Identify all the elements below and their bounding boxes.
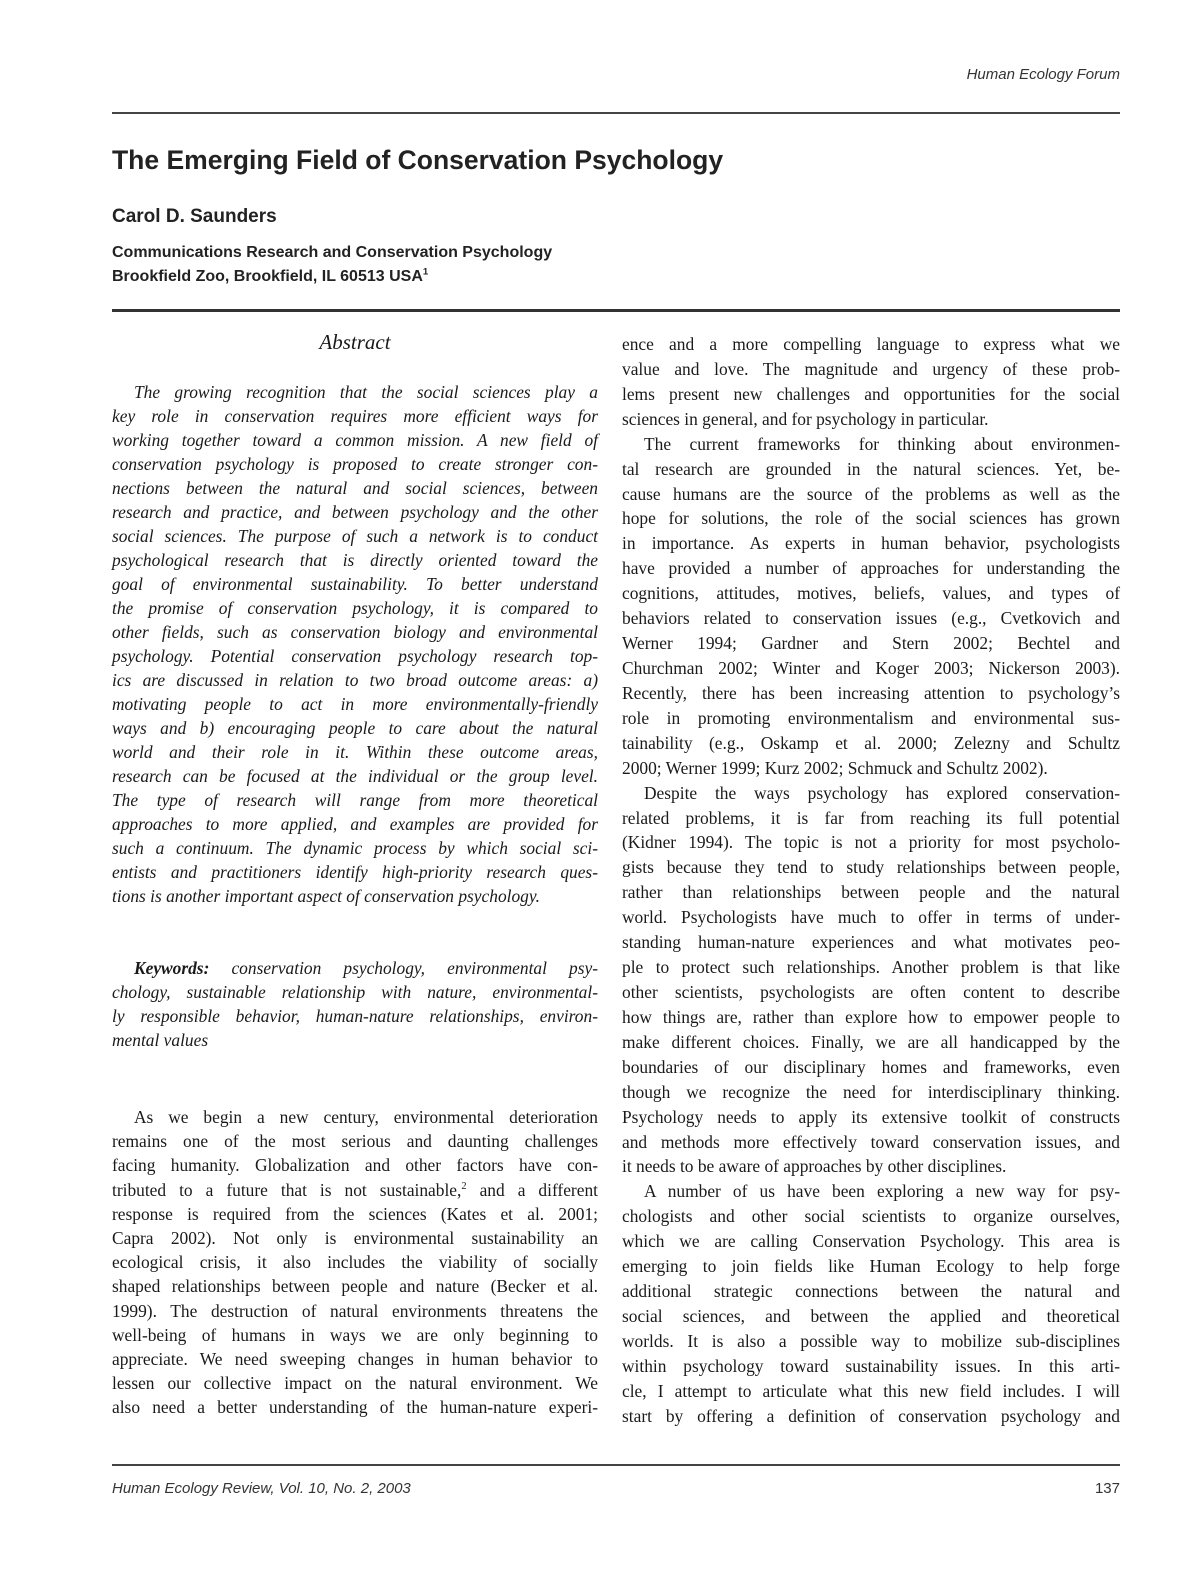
abstract-heading: Abstract	[319, 330, 391, 354]
affiliation-address	[112, 268, 428, 286]
text-line: the promise of conservation psychology, it is compared to	[112, 598, 598, 618]
text-line: facing humanity. Globalization and other factors have con-	[112, 1155, 598, 1176]
text-line: chology, sustainable relationship with nature, environmental-	[112, 982, 598, 1002]
article-title: The Emerging Field of Conservation Psychology	[112, 145, 724, 175]
paragraph	[112, 380, 598, 908]
text-line: Capra 2002). Not only is environmental sustainability an	[112, 1227, 598, 1248]
footer-journal-citation: Human Ecology Review, Vol. 10, No. 2, 2003	[112, 1480, 411, 1497]
text-line: cognitions, attitudes, motives, beliefs, values, and types of	[622, 583, 1120, 604]
text-line: ple to protect such relationships. Another problem is that like	[622, 957, 1120, 978]
running-head: Human Ecology Forum	[966, 66, 1120, 83]
text-line: it needs to be aware of approaches by other disciplines.	[622, 1156, 1007, 1177]
text-line: approaches to more applied, and examples are provided for	[112, 814, 598, 834]
text-line: behaviors related to conservation issues (e.g., Cvetkovich and	[622, 608, 1120, 629]
text-line: lems present new challenges and opportunities for the social	[622, 383, 1120, 404]
text-line: ecological crisis, it also includes the viability of socially	[112, 1252, 598, 1273]
text-line: tal research are grounded in the natural sciences. Yet, be-	[622, 458, 1120, 479]
text-line: additional strategic connections between the natural and	[622, 1281, 1120, 1302]
text-line: 2000; Werner 1999; Kurz 2002; Schmuck and Schultz 2002).	[622, 757, 1048, 778]
text-line: how things are, rather than explore how to empower people to	[622, 1006, 1120, 1027]
text-line: hope for solutions, the role of the social sciences has grown	[622, 508, 1120, 529]
text-line: other fields, such as conservation biology and environmental	[112, 622, 598, 642]
text-line: goal of environmental sustainability. To better understand	[112, 574, 598, 594]
text-line: boundaries of our disciplinary homes and frameworks, even	[622, 1056, 1120, 1077]
text-line: gists because they tend to study relationships between people,	[622, 857, 1120, 878]
paragraph	[112, 1105, 598, 1419]
text-line: ence and a more compelling language to express what we	[622, 334, 1120, 354]
paragraph	[622, 332, 1120, 432]
text-line: start by offering a definition of conservation psychology and	[622, 1405, 1120, 1426]
text-line: The type of research will range from more theoretical	[112, 790, 598, 810]
text-line: working together toward a common mission. A new field of	[112, 430, 598, 450]
text-line: cle, I attempt to articulate what this new field includes. I will	[622, 1380, 1120, 1401]
text-line: Recently, there has been increasing attention to psychology’s	[622, 682, 1120, 703]
text-line: social sciences, and between the applied and theoretical	[622, 1305, 1120, 1326]
text-line: world. Psychologists have much to offer in terms of under-	[622, 907, 1120, 928]
text-line: emerging to join fields like Human Ecology to help forge	[622, 1256, 1120, 1277]
footnote-mark: 1	[422, 266, 429, 278]
text-line: ways and b) encouraging people to care about the natural	[112, 718, 598, 738]
title-block-rule	[112, 309, 1120, 312]
text-line: 1999). The destruction of natural environments threatens the	[112, 1300, 598, 1321]
text-segment: tributed to a future that is not sustainable,	[112, 1179, 462, 1200]
text-line: remains one of the most serious and daunting challenges	[112, 1131, 598, 1152]
text-line: standing human-nature experiences and what motivates peo-	[622, 932, 1120, 953]
text-line: in importance. As experts in human behavior, psychologists	[622, 533, 1120, 554]
text-line: shaped relationships between people and nature (Becker et al.	[112, 1276, 598, 1297]
text-line: A number of us have been exploring a new way for psy-	[644, 1181, 1120, 1202]
text-line: ics are discussed in relation to two broad outcome areas: a)	[112, 670, 598, 690]
text-line: cause humans are the source of the problems as well as the	[622, 483, 1120, 504]
footnote-mark: 2	[461, 1180, 467, 1192]
text-line: related problems, it is far from reaching its full potential	[622, 807, 1120, 828]
text-line: Psychology needs to apply its extensive toolkit of constructs	[622, 1106, 1120, 1127]
text-line: The growing recognition that the social sciences play a	[134, 382, 598, 402]
paragraph	[622, 432, 1120, 781]
text-line: tions is another important aspect of conservation psychology.	[112, 886, 540, 906]
text-line: key role in conservation requires more efficient ways for	[112, 406, 598, 426]
text-line: which we are calling Conservation Psychology. This area is	[622, 1231, 1120, 1252]
text-line: also need a better understanding of the human-nature experi-	[112, 1397, 598, 1418]
page-number: 137	[1094, 1480, 1120, 1497]
footer-rule	[112, 1464, 1120, 1466]
body-column-left	[112, 1105, 598, 1419]
body-column-right	[622, 332, 1120, 1429]
text-line: As we begin a new century, environmental deterioration	[134, 1107, 598, 1127]
text-line: conservation psychology is proposed to create stronger con-	[112, 454, 598, 474]
keywords	[112, 956, 598, 1052]
text-line: have provided a number of approaches for understanding the	[622, 558, 1120, 579]
text-line: though we recognize the need for interdisciplinary thinking.	[622, 1081, 1120, 1102]
text-line: ly responsible behavior, human-nature relationships, environ-	[112, 1006, 598, 1026]
text-line: within psychology toward sustainability issues. In this arti-	[622, 1355, 1120, 1376]
affiliation-department: Communications Research and Conservation Psychology	[112, 244, 553, 261]
header-rule	[112, 112, 1120, 114]
text-line: Despite the ways psychology has explored conservation-	[644, 782, 1120, 803]
text-line: role in promoting environmentalism and environmental sus-	[622, 707, 1120, 728]
text-line: other scientists, psychologists are often content to describe	[622, 981, 1120, 1002]
affiliation-address-text: Brookfield Zoo, Brookfield, IL 60513 USA	[112, 268, 423, 285]
text-line: Werner 1994; Gardner and Stern 2002; Bechtel and	[622, 633, 1120, 654]
text-line: world and their role in it. Within these outcome areas,	[112, 742, 598, 762]
text-line: entists and practitioners identify high-priority research ques-	[112, 862, 598, 882]
text-line: nections between the natural and social sciences, between	[112, 478, 598, 498]
text-line: The current frameworks for thinking about environmen-	[644, 433, 1120, 454]
text-line	[112, 1178, 598, 1202]
text-line: Churchman 2002; Winter and Koger 2003; Nickerson 2003).	[622, 657, 1120, 678]
text-line: such a continuum. The dynamic process by which social sci-	[112, 838, 598, 858]
text-line: mental values	[112, 1030, 209, 1050]
keywords-text: conservation psychology, environmental psy-	[209, 958, 598, 978]
keywords-label: Keywords:	[134, 958, 210, 978]
text-line: well-being of humans in ways we are only beginning to	[112, 1324, 598, 1345]
text-line: sciences in general, and for psychology in particular.	[622, 408, 989, 429]
text-line: response is required from the sciences (Kates et al. 2001;	[112, 1203, 598, 1224]
text-line: social sciences. The purpose of such a network is to conduct	[112, 526, 598, 546]
text-line: rather than relationships between people and the natural	[622, 882, 1120, 903]
text-line: motivating people to act in more environmentally-friendly	[112, 694, 598, 714]
text-line: appreciate. We need sweeping changes in human behavior to	[112, 1348, 598, 1369]
text-line: worlds. It is also a possible way to mobilize sub-disciplines	[622, 1330, 1120, 1351]
text-line: research and practice, and between psychology and the other	[112, 502, 598, 522]
text-line: research can be focused at the individual or the group level.	[112, 766, 598, 786]
abstract-text	[112, 380, 598, 908]
text-line: value and love. The magnitude and urgency of these prob-	[622, 358, 1120, 379]
author-name: Carol D. Saunders	[112, 206, 277, 227]
text-line: chologists and other social scientists to organize ourselves,	[622, 1206, 1120, 1227]
text-line: (Kidner 1994). The topic is not a priority for most psycholo-	[622, 832, 1120, 853]
paragraph	[622, 1179, 1120, 1428]
text-line: and methods more effectively toward conservation issues, and	[622, 1131, 1120, 1152]
paragraph	[622, 781, 1120, 1180]
text-line: psychology. Potential conservation psychology research top-	[112, 646, 598, 666]
text-segment: and a different	[466, 1179, 598, 1200]
text-line: tainability (e.g., Oskamp et al. 2000; Zelezny and Schultz	[622, 732, 1120, 753]
text-line: psychological research that is directly oriented toward the	[112, 550, 598, 570]
text-line	[112, 956, 598, 980]
text-line: lessen our collective impact on the natural environment. We	[112, 1373, 598, 1394]
text-line: make different choices. Finally, we are all handicapped by the	[622, 1031, 1120, 1052]
